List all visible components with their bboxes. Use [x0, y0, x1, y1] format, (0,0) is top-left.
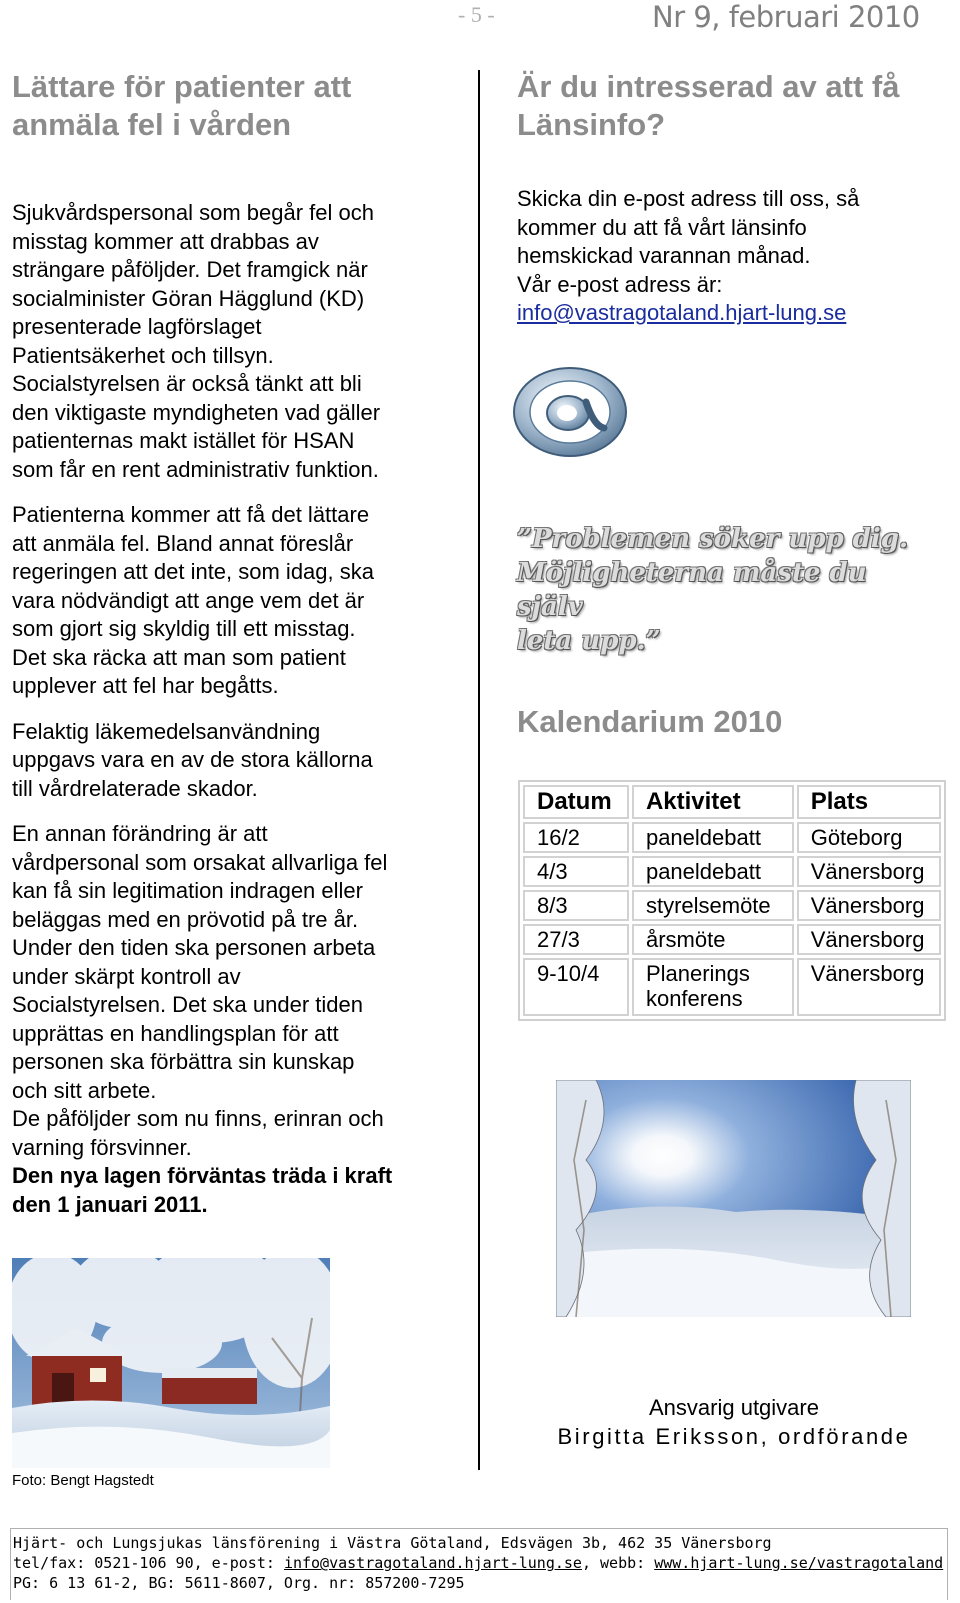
at-sign-icon — [512, 366, 628, 458]
cell-place: Vänersborg — [797, 856, 941, 887]
text-line: Under den tiden ska personen arbeta — [12, 935, 376, 960]
cell-place: Vänersborg — [797, 958, 941, 1016]
cell-activity: årsmöte — [632, 924, 794, 955]
text-line: Sjukvårdspersonal som begår fel och — [12, 200, 374, 225]
cell-activity — [632, 958, 794, 1016]
activity-line: konferens — [645, 986, 743, 1011]
text-line: Det ska räcka att man som patient — [12, 644, 346, 670]
left-article-title — [12, 68, 452, 144]
winter-landscape-photo — [556, 1080, 911, 1317]
title-line: Är du intresserad av att få — [517, 69, 900, 104]
cell-place: Vänersborg — [797, 924, 941, 955]
publisher-block — [520, 1393, 948, 1451]
publisher-label: Ansvarig utgivare — [649, 1395, 819, 1420]
issue-label: Nr 9, februari 2010 — [652, 0, 920, 34]
cell-place: Vänersborg — [797, 890, 941, 921]
text-line: Patienterna kommer att få det lättare — [12, 502, 370, 527]
footer-email-link[interactable]: info@vastragotaland.hjart-lung.se — [283, 1554, 582, 1572]
footer-contact-line — [13, 1553, 947, 1573]
cell-date: 16/2 — [523, 822, 629, 853]
text-line: De påföljder som nu finns, erinran och — [12, 1106, 384, 1131]
text-line: Patientsäkerhet och tillsyn. — [12, 342, 274, 368]
text-line: personen ska förbättra sin kunskap — [12, 1049, 355, 1074]
cell-date: 27/3 — [523, 924, 629, 955]
footer-web-label: , webb: — [581, 1554, 655, 1572]
activity-line: Planerings — [645, 961, 750, 986]
publisher-name: Birgitta Eriksson, ordförande — [557, 1424, 911, 1449]
paragraph-4 — [12, 820, 452, 1219]
footer-phone: tel/fax: 0521-106 90, e-post: — [13, 1554, 284, 1572]
column-header-date: Datum — [523, 785, 629, 819]
cell-activity: paneldebatt — [632, 856, 794, 887]
text-line: som gjort sig skyldig till ett misstag. — [12, 616, 356, 641]
text-line: Skicka din e-post adress till oss, så — [517, 186, 860, 211]
text-line: varning försvinner. — [12, 1134, 192, 1160]
paragraph-1 — [12, 199, 452, 484]
text-line: den viktigaste myndigheten vad gäller — [12, 399, 381, 425]
cell-activity: paneldebatt — [632, 822, 794, 853]
conclusion-line: den 1 januari 2011. — [12, 1191, 208, 1217]
title-line: anmäla fel i vården — [12, 107, 292, 142]
table-row — [523, 856, 941, 887]
right-article-title — [517, 68, 947, 144]
quote-line: leta upp.” — [517, 626, 661, 656]
text-line: uppgavs vara en av de stora källorna — [12, 747, 373, 772]
calendar-header-row — [523, 785, 941, 819]
text-line: upplever att fel har begåtts. — [12, 673, 279, 698]
table-row — [523, 822, 941, 853]
text-line: under skärpt kontroll av — [12, 963, 241, 989]
text-line: och sitt arbete. — [12, 1077, 157, 1103]
inspirational-quote — [517, 522, 937, 658]
title-line: Lättare för patienter att — [12, 69, 352, 104]
text-line: strängare påföljder. Det framgick när — [12, 257, 368, 282]
email-link[interactable]: info@vastragotaland.hjart-lung.se — [517, 300, 847, 325]
text-line: regeringen att det inte, som idag, ska — [12, 559, 374, 584]
text-line: som får en rent administrativ funktion. — [12, 456, 379, 482]
text-line: En annan förändring är att — [12, 821, 268, 846]
column-header-place: Plats — [797, 785, 941, 819]
text-line: vårdpersonal som orsakat allvarliga fel — [12, 849, 388, 875]
calendar-heading — [517, 703, 782, 741]
quote-line: Möjligheterna måste du själv — [517, 558, 867, 622]
cell-date: 8/3 — [523, 890, 629, 921]
text-line: till vårdrelaterade skador. — [12, 775, 258, 801]
left-article-body — [12, 199, 452, 1219]
calendar-title: Kalendarium 2010 — [517, 704, 783, 739]
text-line: patienternas makt istället för HSAN — [12, 428, 355, 453]
calendar-table — [518, 780, 946, 1021]
column-divider — [478, 70, 480, 1470]
text-line: kommer du att få vårt länsinfo — [517, 214, 807, 240]
cell-place: Göteborg — [797, 822, 941, 853]
footer-address: Hjärt- och Lungsjukas länsförening i Västra Götaland, Edsvägen 3b, 462 35 Vänersborg — [13, 1534, 772, 1552]
text-line: hemskickad varannan månad. — [517, 243, 811, 268]
contact-footer — [10, 1528, 948, 1600]
footer-accounts: PG: 6 13 61-2, BG: 5611-8607, Org. nr: 857200-7295 — [13, 1574, 465, 1592]
subscribe-paragraph — [517, 185, 947, 328]
text-line: kan få sin legitimation indragen eller — [12, 878, 363, 903]
photo-credit: Foto: Bengt Hagstedt — [12, 1472, 154, 1489]
page-number: - 5 - — [458, 2, 495, 27]
table-row — [523, 958, 941, 1016]
cell-activity: styrelsemöte — [632, 890, 794, 921]
subscribe-info — [517, 185, 947, 328]
footer-web-link[interactable]: www.hjart-lung.se/vastragotaland — [654, 1554, 944, 1572]
column-header-activity: Aktivitet — [632, 785, 794, 819]
text-line: presenterade lagförslaget — [12, 314, 262, 339]
text-line: Socialstyrelsen. Det ska under tiden — [12, 992, 363, 1017]
text-line: upprättas en handlingsplan för att — [12, 1020, 339, 1046]
text-line: Socialstyrelsen är också tänkt att bli — [12, 371, 362, 396]
quote-line: ”Problemen söker upp dig. — [517, 524, 909, 554]
table-row — [523, 890, 941, 921]
text-line: att anmäla fel. Bland annat föreslår — [12, 530, 354, 556]
paragraph-3 — [12, 718, 452, 804]
table-row — [523, 924, 941, 955]
snowy-house-photo — [12, 1258, 330, 1468]
text-line: misstag kommer att drabbas av — [12, 228, 319, 254]
cell-date: 9-10/4 — [523, 958, 629, 1016]
cell-date: 4/3 — [523, 856, 629, 887]
conclusion-line: Den nya lagen förväntas träda i kraft — [12, 1163, 393, 1188]
title-line: Länsinfo? — [517, 107, 666, 142]
paragraph-2 — [12, 501, 452, 701]
text-line: socialminister Göran Hägglund (KD) — [12, 285, 365, 311]
text-line: vara nödvändigt att ange vem det är — [12, 587, 365, 613]
text-line: Vår e-post adress är: — [517, 271, 723, 297]
text-line: Felaktig läkemedelsanvändning — [12, 718, 321, 744]
text-line: beläggas med en prövotid på tre år. — [12, 906, 359, 932]
